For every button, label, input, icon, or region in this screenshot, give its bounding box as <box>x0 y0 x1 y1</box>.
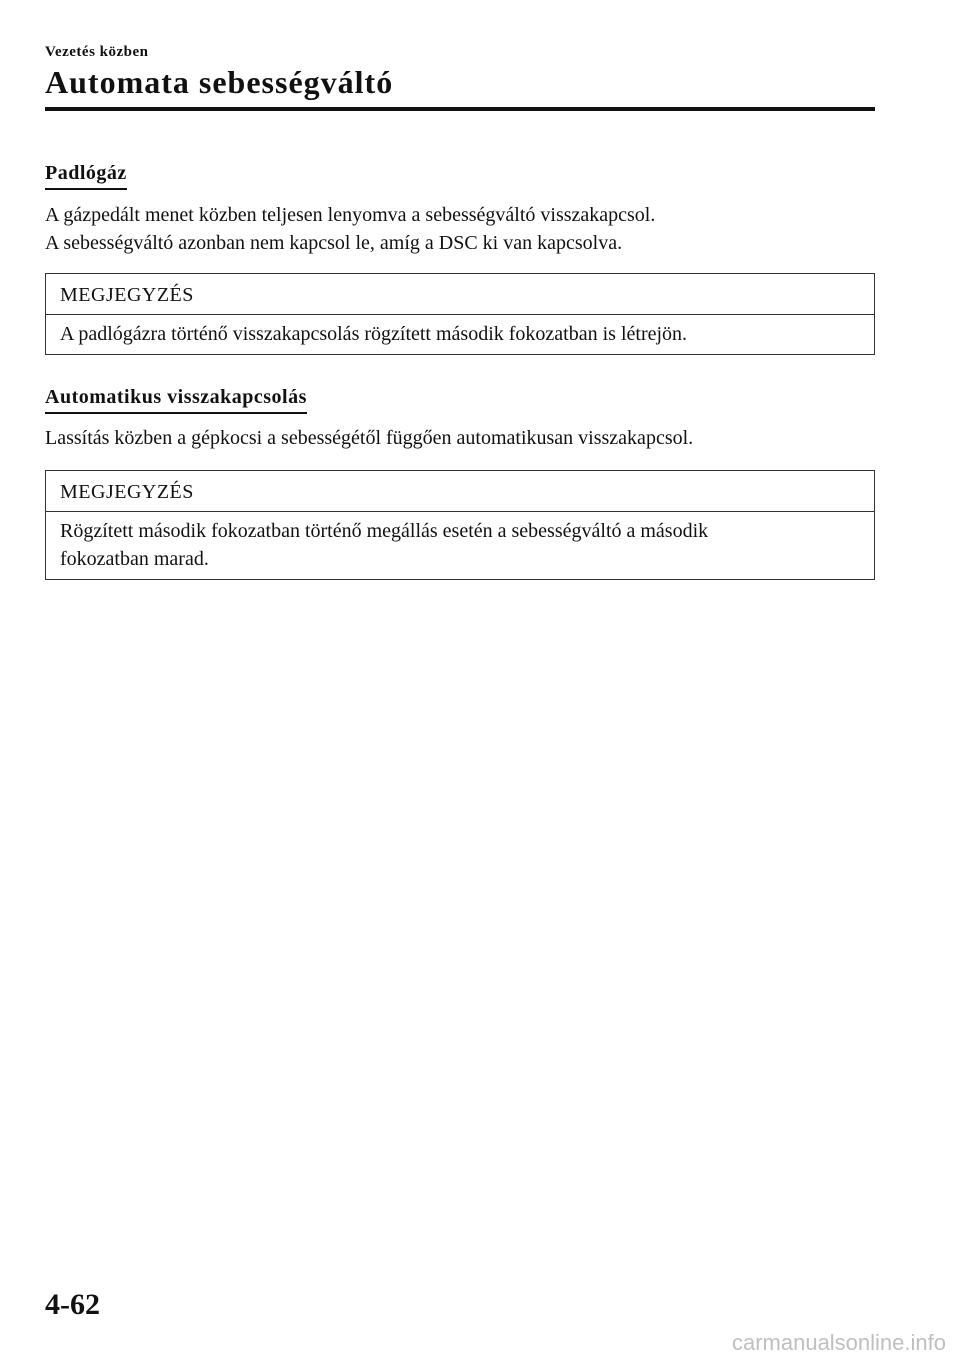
note-box <box>45 273 875 355</box>
note-title: MEGJEGYZÉS <box>46 274 874 315</box>
paragraph-padlogaz <box>45 201 875 257</box>
title-divider <box>45 107 875 111</box>
section-label: Vezetés közben <box>45 44 149 60</box>
paragraph-line: A sebességváltó azonban nem kapcsol le, amíg a DSC ki van kapcsolva. <box>45 232 623 254</box>
note-body <box>46 512 874 579</box>
note-box <box>45 470 875 580</box>
subheading-padlogaz: Padlógáz <box>45 160 127 190</box>
page-number: 4-62 <box>45 1288 100 1321</box>
paragraph-line: A gázpedált menet közben teljesen lenyomva a sebességváltó visszakapcsol. <box>45 204 656 226</box>
chapter-title: Automata sebességváltó <box>45 64 394 100</box>
paragraph-line: Lassítás közben a gépkocsi a sebességétől függően automatikusan visszakapcsol. <box>45 427 694 449</box>
note-line: Rögzített második fokozatban történő megállás esetén a sebességváltó a második <box>60 520 709 542</box>
note-body <box>46 315 874 354</box>
paragraph-automatikus-visszakapcsolas <box>45 424 875 452</box>
note-title: MEGJEGYZÉS <box>46 471 874 512</box>
note-line: fokozatban marad. <box>60 548 209 570</box>
note-line: A padlógázra történő visszakapcsolás rögzített második fokozatban is létrejön. <box>60 323 688 345</box>
watermark: carmanualsonline.info <box>731 1330 946 1355</box>
subheading-automatikus-visszakapcsolas: Automatikus visszakapcsolás <box>45 384 307 414</box>
